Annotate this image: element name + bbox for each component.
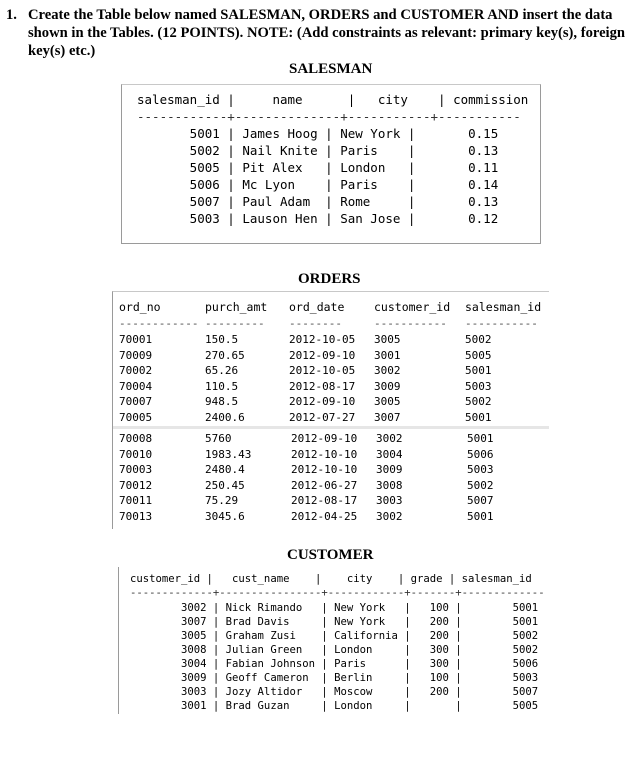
orders-cell: 1983.43 xyxy=(205,447,252,461)
orders-column-separator: --------- xyxy=(205,317,265,330)
orders-cell: 5005 xyxy=(465,348,492,362)
salesman-row: 5002 | Nail Knite | Paris | 0.13 xyxy=(137,143,499,158)
orders-cell: 2480.4 xyxy=(205,463,245,476)
orders-cell: 270.65 xyxy=(205,348,245,362)
orders-cell: 5003 xyxy=(465,379,492,393)
orders-cell: 2012-04-25 xyxy=(291,509,358,523)
orders-cell: 3008 xyxy=(376,478,403,492)
salesman-row: 5003 | Lauson Hen | San Jose | 0.12 xyxy=(137,211,499,226)
orders-cell: 250.45 xyxy=(205,478,245,492)
customer-row: 3004 | Fabian Johnson | Paris | 300 | 5006 xyxy=(130,658,539,670)
orders-cell: 5001 xyxy=(465,410,492,424)
orders-table xyxy=(112,291,549,529)
orders-cell: 3005 xyxy=(374,333,401,346)
orders-cell: 5002 xyxy=(465,333,492,346)
salesman-header-row: salesman_id | name | city | commission xyxy=(137,92,529,107)
orders-cell: 70007 xyxy=(119,395,153,408)
orders-cell: 2012-08-17 xyxy=(289,379,356,393)
orders-cell: 3002 xyxy=(376,432,403,445)
orders-column-header: purch_amt xyxy=(205,300,268,314)
orders-cell: 5760 xyxy=(205,432,232,445)
orders-cell: 70011 xyxy=(119,494,153,507)
customer-row: 3002 | Nick Rimando | New York | 100 | 5001 xyxy=(130,602,539,614)
orders-cell: 70004 xyxy=(119,379,153,393)
orders-cell: 2012-09-10 xyxy=(291,432,358,445)
customer-table xyxy=(118,567,543,714)
orders-column-header: ord_no xyxy=(119,300,161,314)
orders-cell: 3005 xyxy=(374,395,401,408)
salesman-separator: ------------+--------------+-----------+----------- xyxy=(137,109,521,124)
orders-cell: 5001 xyxy=(467,432,494,445)
salesman-row: 5005 | Pit Alex | London | 0.11 xyxy=(137,160,499,175)
orders-cell: 3003 xyxy=(376,494,403,507)
orders-cell: 70013 xyxy=(119,509,153,523)
orders-cell: 70012 xyxy=(119,478,153,492)
orders-column-header: customer_id xyxy=(374,300,451,314)
orders-cell: 3002 xyxy=(374,364,401,377)
orders-cell: 2012-10-05 xyxy=(289,364,356,377)
customer-table-title: CUSTOMER xyxy=(287,547,374,563)
customer-row: 3008 | Julian Green | London | 300 | 5002 xyxy=(130,644,539,656)
orders-cell: 2012-10-05 xyxy=(289,333,356,346)
question-number: 1. xyxy=(6,7,17,23)
orders-cell: 2012-08-17 xyxy=(291,494,358,507)
orders-cell: 75.29 xyxy=(205,494,239,507)
orders-column-separator: ----------- xyxy=(374,317,447,330)
orders-cell: 2012-07-27 xyxy=(289,410,356,424)
orders-cell: 2012-06-27 xyxy=(291,478,358,492)
salesman-row: 5006 | Mc Lyon | Paris | 0.14 xyxy=(137,177,499,192)
orders-cell: 70010 xyxy=(119,447,153,461)
orders-cell: 5006 xyxy=(467,447,494,461)
orders-cell: 2012-09-10 xyxy=(289,348,356,362)
orders-column-separator: ----------- xyxy=(465,317,538,330)
orders-column-separator: ------------ xyxy=(119,317,199,330)
salesman-row: 5007 | Paul Adam | Rome | 0.13 xyxy=(137,194,499,209)
customer-row: 3001 | Brad Guzan | London | | 5005 xyxy=(130,700,539,712)
orders-cell: 150.5 xyxy=(205,333,239,346)
orders-cell: 70001 xyxy=(119,333,153,346)
question-prompt: Create the Table below named SALESMAN, ORDERS and CUSTOMER AND insert the data shown in the Tables. (12 POINTS). NOTE: (Add constraints as relevant: primary key(s), foreign key(s) etc.) xyxy=(28,7,626,59)
orders-cell: 2012-10-10 xyxy=(291,463,358,476)
orders-cell: 3002 xyxy=(376,509,403,523)
orders-cell: 3007 xyxy=(374,410,401,424)
orders-cell: 3009 xyxy=(376,463,403,476)
orders-table-title: ORDERS xyxy=(298,271,361,287)
salesman-table xyxy=(121,84,541,244)
customer-row: 3009 | Geoff Cameron | Berlin | 100 | 5003 xyxy=(130,672,539,684)
customer-row: 3005 | Graham Zusi | California | 200 | 5002 xyxy=(130,630,539,642)
orders-cell: 70002 xyxy=(119,364,153,377)
orders-cell: 5002 xyxy=(467,478,494,492)
customer-row: 3003 | Jozy Altidor | Moscow | 200 | 5007 xyxy=(130,686,539,698)
orders-cell: 70005 xyxy=(119,410,153,424)
orders-cell: 5002 xyxy=(465,395,492,408)
orders-row-divider xyxy=(113,426,549,429)
salesman-table-title: SALESMAN xyxy=(289,61,373,77)
orders-cell: 2012-10-10 xyxy=(291,447,358,461)
customer-row: 3007 | Brad Davis | New York | 200 | 5001 xyxy=(130,616,539,628)
orders-column-header: ord_date xyxy=(289,300,345,314)
orders-column-header: salesman_id xyxy=(465,300,542,314)
customer-separator: -------------+----------------+------------+-------+------------- xyxy=(130,587,545,599)
orders-cell: 3001 xyxy=(374,348,401,362)
orders-cell: 948.5 xyxy=(205,395,239,408)
customer-header-row: customer_id | cust_name | city | grade | salesman_id xyxy=(130,573,532,585)
orders-cell: 70008 xyxy=(119,432,153,445)
orders-cell: 70003 xyxy=(119,463,153,476)
orders-cell: 70009 xyxy=(119,348,153,362)
orders-cell: 3004 xyxy=(376,447,403,461)
orders-cell: 5001 xyxy=(467,509,494,523)
orders-cell: 110.5 xyxy=(205,379,239,393)
orders-cell: 5003 xyxy=(467,463,494,476)
orders-column-separator: -------- xyxy=(289,317,342,330)
orders-cell: 5007 xyxy=(467,494,494,507)
salesman-row: 5001 | James Hoog | New York | 0.15 xyxy=(137,126,499,141)
orders-cell: 2400.6 xyxy=(205,410,245,424)
orders-cell: 65.26 xyxy=(205,364,239,377)
orders-cell: 3045.6 xyxy=(205,509,245,523)
orders-cell: 3009 xyxy=(374,379,401,393)
orders-cell: 5001 xyxy=(465,364,492,377)
orders-cell: 2012-09-10 xyxy=(289,395,356,408)
